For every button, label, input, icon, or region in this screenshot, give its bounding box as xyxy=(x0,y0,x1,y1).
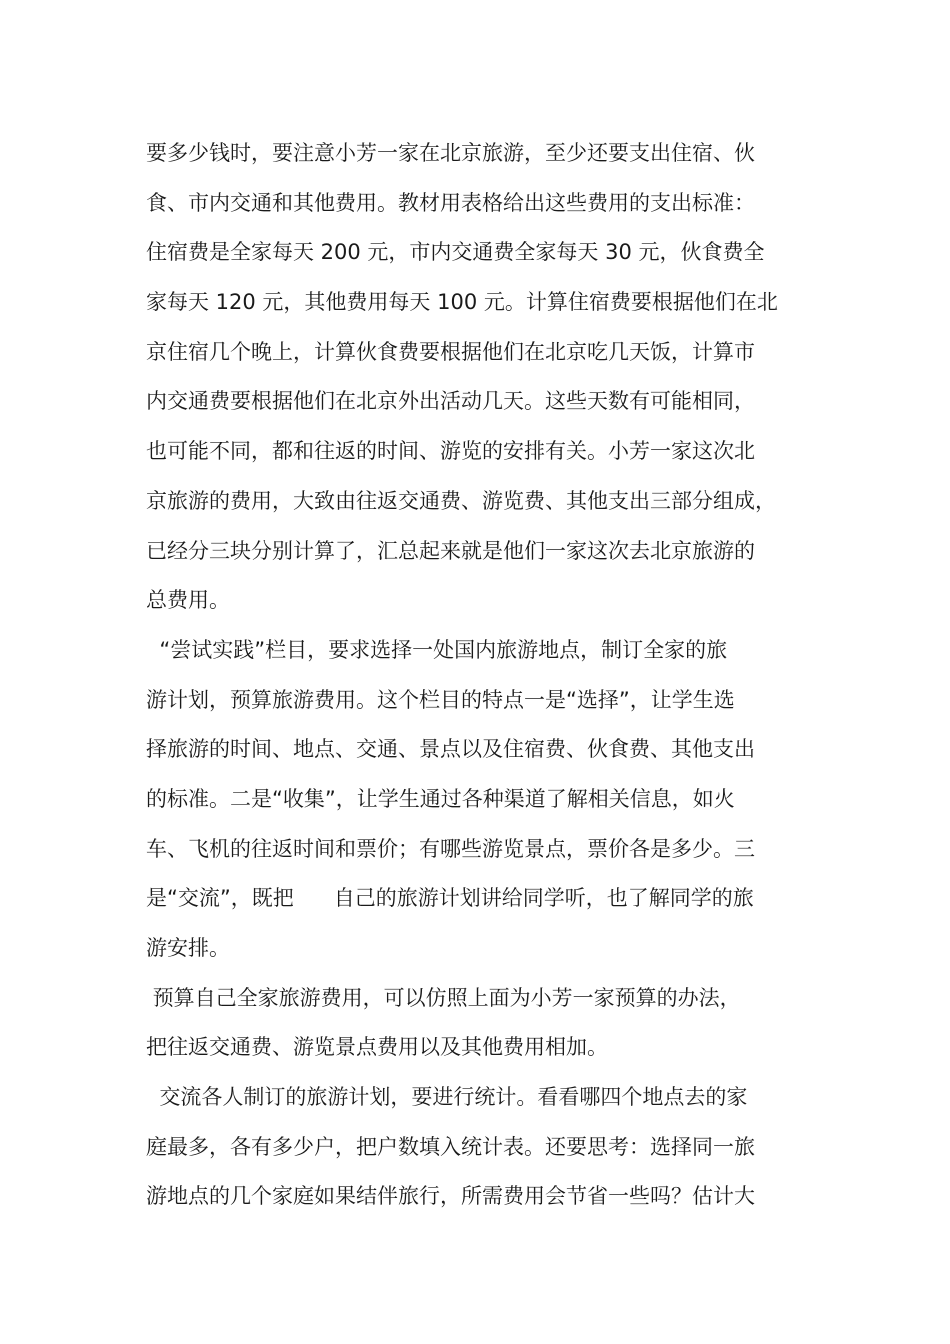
text-line: 已经分三块分别计算了，汇总起来就是他们一家这次去北京旅游的 xyxy=(146,538,755,563)
text-line: 的标准。二是“收集”，让学生通过各种渠道了解相关信息，如火 xyxy=(146,786,735,811)
text-line: 是“交流”，既把 自己的旅游计划讲给同学听，也了解同学的旅 xyxy=(146,886,754,911)
text-line: 游计划，预算旅游费用。这个栏目的特点一是“选择”，让学生选 xyxy=(146,687,735,712)
text-line: 择旅游的时间、地点、交通、景点以及住宿费、伙食费、其他支出 xyxy=(146,737,755,762)
text-line: 住宿费是全家每天 200 元，市内交通费全家每天 30 元，伙食费全 xyxy=(146,240,765,265)
body-text xyxy=(146,129,836,1222)
text-line: 游安排。 xyxy=(146,936,230,960)
text-line: 京住宿几个晚上，计算伙食费要根据他们在北京吃几天饭，计算市 xyxy=(146,339,755,364)
text-line: 把往返交通费、游览景点费用以及其他费用相加。 xyxy=(146,1035,608,1060)
text-line: 庭最多，各有多少户，把户数填入统计表。还要思考：选择同一旅 xyxy=(146,1134,755,1159)
text-line: 要多少钱时，要注意小芳一家在北京旅游，至少还要支出住宿、伙 xyxy=(146,141,755,165)
text-line: “尝试实践”栏目，要求选择一处国内旅游地点，制订全家的旅 xyxy=(146,637,728,662)
text-line: 车、飞机的往返时间和票价；有哪些游览景点，票价各是多少。三 xyxy=(146,836,755,861)
text-line: 交流各人制订的旅游计划，要进行统计。看看哪四个地点去的家 xyxy=(146,1085,748,1110)
text-line: 游地点的几个家庭如果结伴旅行，所需费用会节省一些吗？估计大 xyxy=(146,1184,755,1209)
text-line: 京旅游的费用，大致由往返交通费、游览费、其他支出三部分组成， xyxy=(146,488,776,513)
text-line: 预算自己全家旅游费用，可以仿照上面为小芳一家预算的办法， xyxy=(146,985,741,1010)
text-line: 也可能不同，都和往返的时间、游览的安排有关。小芳一家这次北 xyxy=(146,439,755,464)
text-line: 食、市内交通和其他费用。教材用表格给出这些费用的支出标准： xyxy=(146,190,755,215)
text-line: 总费用。 xyxy=(146,588,230,613)
text-line: 内交通费要根据他们在北京外出活动几天。这些天数有可能相同， xyxy=(146,389,755,414)
text-line: 家每天 120 元，其他费用每天 100 元。计算住宿费要根据他们在北 xyxy=(146,290,778,315)
